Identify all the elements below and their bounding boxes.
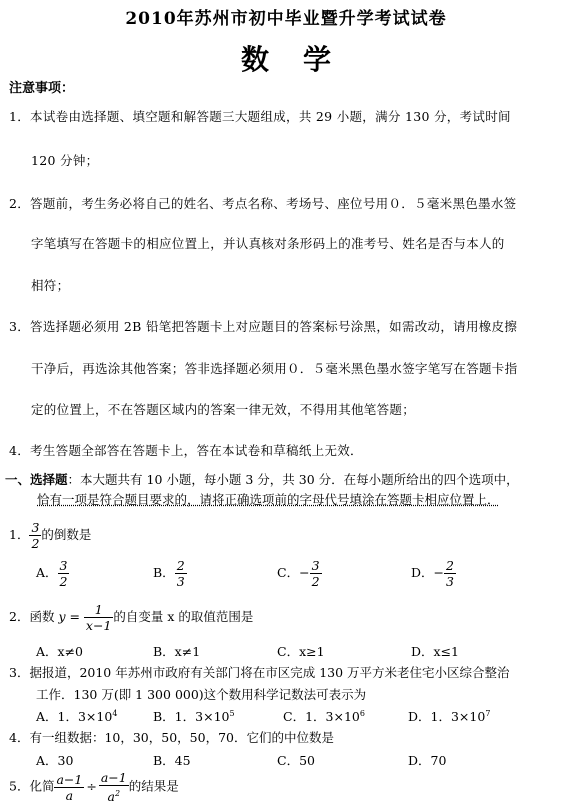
denominator: a [65,787,74,803]
numerator: 2 [176,558,185,573]
option-c [283,707,365,725]
notice-line: 3．答选择题必须用 2B 铅笔把答题卡上对应题目的答案标号涂黑，如需改动，请用橡皮擦 [9,319,518,334]
option-b: B．45 [153,753,191,768]
option-c [277,558,322,589]
fraction [54,772,84,803]
option-d: D．x≤1 [411,644,459,659]
section-text-line2: 恰有一项是符合题目要求的，请将正确选项前的字母代号填涂在答题卡相应位置上． [37,492,500,507]
option-sign: − [433,565,445,580]
notice-line: 相符； [31,278,70,293]
denominator: 2 [31,536,40,551]
variable: y [58,609,66,624]
fraction [84,602,113,633]
numerator: 3 [31,520,40,535]
numerator: 3 [59,558,68,573]
option-exponent: 6 [359,709,365,718]
notice-line: 120 分钟； [31,153,99,168]
notice-line: 4．考生答题全部答在答题卡上，答在本试卷和草稿纸上无效． [9,443,363,458]
notice-heading: 注意事项： [9,81,75,96]
option-label: A． [36,565,58,580]
fraction [29,520,41,551]
question-number: 5．化简 [9,778,55,794]
denominator: 3 [176,574,185,589]
option-base: C．1．3×10 [283,709,360,724]
notice-line: 2．答题前，考生务必将自己的姓名、考点名称、考场号、座位号用０．５毫米黑色墨水签 [9,196,517,211]
numerator: 3 [311,558,320,573]
denominator-exponent: 2 [114,789,121,798]
fraction [175,558,187,589]
notice-line: 干净后，再选涂其他答案；答非选择题必须用０．５毫米黑色墨水签字笔写在答题卡指 [31,361,518,376]
option-label: D． [411,565,434,580]
question-text: 的自变量 x 的取值范围是 [113,609,254,624]
option-base: B．1．3×10 [153,709,230,724]
option-a: A．30 [36,753,74,768]
section-heading [5,470,519,488]
question-text: 的结果是 [128,778,179,794]
numerator: 1 [84,602,113,618]
notice-line: 定的位置上，不在答题区域内的答案一律无效，不得用其他笔答题； [31,402,416,417]
denominator-base: a [107,789,115,804]
option-c: C．50 [277,753,315,768]
numerator: 2 [446,558,454,573]
equals-sign: = [65,609,84,624]
option-exponent: 4 [112,709,118,718]
option-d: D．70 [408,753,447,768]
option-exponent: 5 [229,709,235,718]
option-label: B． [153,565,175,580]
exam-title: 2010年苏州市初中毕业暨升学考试试卷 [125,9,447,29]
option-sign: − [299,565,310,580]
option-b: B．x≠1 [153,644,201,659]
question-number: 1． [9,527,30,542]
question-4: 4．有一组数据：10，30，50，50，70．它们的中位数是 [9,730,334,745]
notice-line: 1．本试卷由选择题、填空题和解答题三大题组成，共 29 小题，满分 130 分，考试时间 [9,109,511,124]
option-exponent: 7 [485,709,491,718]
option-d [411,558,456,589]
denominator: 2 [59,574,68,589]
option-b [153,558,187,589]
denominator: 3 [446,574,454,589]
numerator: a−1 [100,770,127,785]
question-1 [9,520,91,551]
section-label: 一、选择题 [5,472,68,487]
question-3-line2: 工作．130 万(即 1 300 000)这个数用科学记数法可表示为 [36,687,367,702]
fraction [310,558,322,589]
fraction [99,770,129,804]
option-a [36,707,117,725]
section-text: ：本大题共有 10 小题，每小题 3 分，共 30 分．在每小题所给出的四个选项中， [67,472,519,487]
option-base: A．1．3×10 [36,709,113,724]
question-3-line1: 3．据报道，2010 年苏州市政府有关部门将在市区完成 130 万平方米老住宅小区综合整治 [9,665,510,680]
option-a [36,558,69,589]
option-b [153,707,235,725]
fraction [58,558,70,589]
denominator: x−1 [85,618,112,633]
question-5 [9,770,179,804]
question-text: 的倒数是 [41,527,92,542]
numerator: a−1 [56,771,83,787]
subject-title: 数学 [240,43,365,76]
option-d [408,707,490,725]
notice-line: 字笔填写在答题卡的相应位置上，并认真核对条形码上的准考号、姓名是否与本人的 [31,236,505,251]
option-base: D．1．3×10 [408,709,486,724]
denominator [99,786,129,804]
question-2 [9,602,253,633]
option-c: C．x≥1 [277,644,325,659]
question-number: 2．函数 [9,609,59,624]
denominator: 2 [311,574,320,589]
operator: ÷ [86,778,97,794]
fraction [444,558,456,589]
option-label: C． [277,565,300,580]
option-a: A．x≠0 [36,644,84,659]
